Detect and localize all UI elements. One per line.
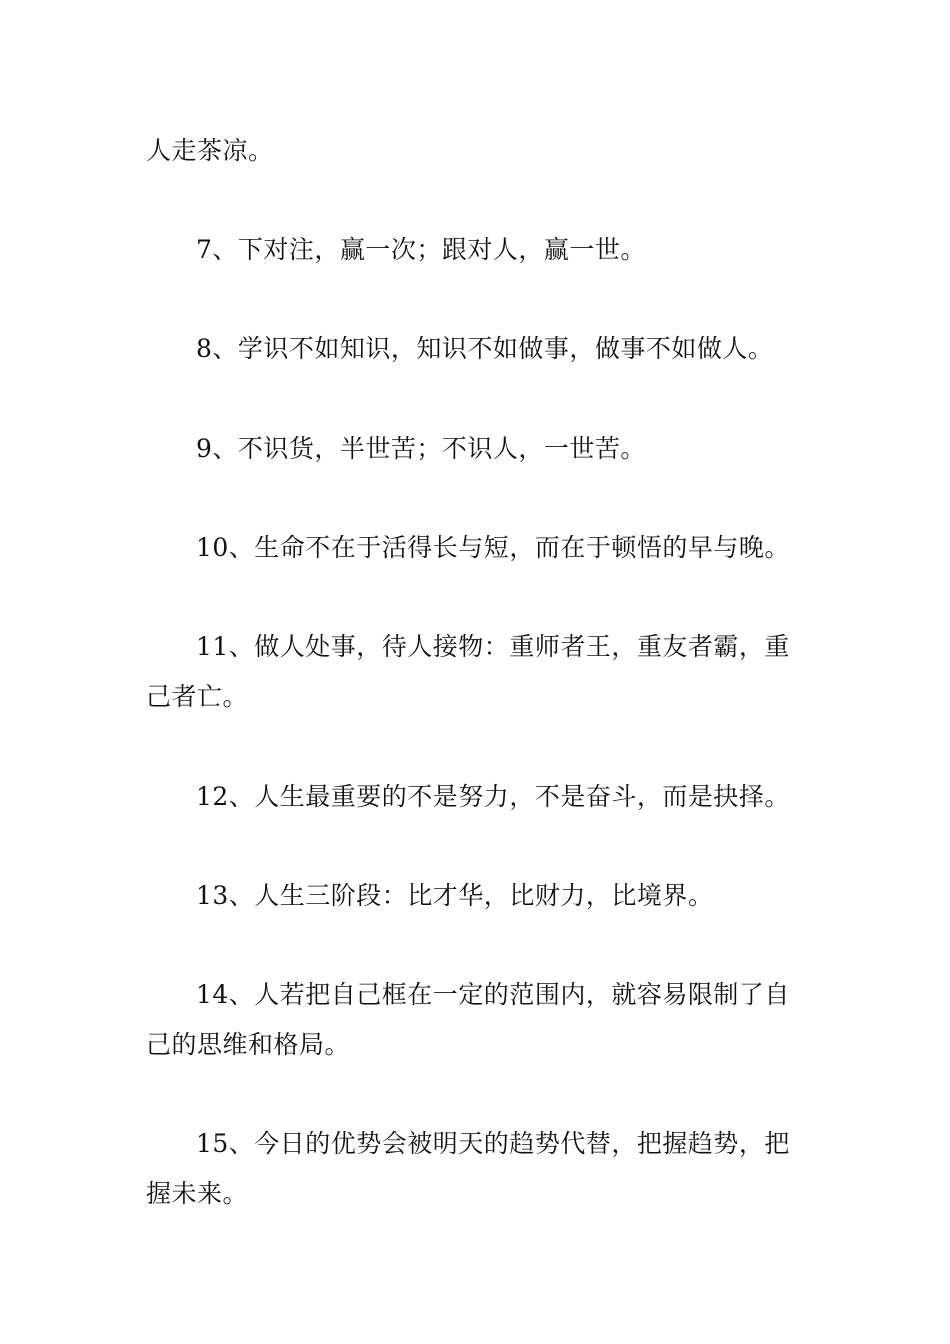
paragraph-item-7: 7、下对注，赢一次；跟对人，赢一世。: [196, 235, 646, 264]
paragraph-item-9: 9、不识货，半世苦；不识人，一世苦。: [196, 434, 646, 463]
paragraph-item-13: 13、人生三阶段：比才华，比财力，比境界。: [196, 881, 714, 910]
paragraph-item-8: 8、学识不如知识，知识不如做事，做事不如做人。: [196, 334, 774, 363]
paragraph-item-15: 15、今日的优势会被明天的趋势代替，把握趋势，把握未来。: [146, 1129, 790, 1208]
paragraph-item-10: 10、生命不在于活得长与短，而在于顿悟的早与晚。: [196, 533, 790, 562]
paragraph-continuation: 人走茶凉。: [146, 136, 274, 165]
paragraph-item-11: 11、做人处事，待人接物：重师者王，重友者霸，重己者亡。: [146, 632, 790, 711]
paragraph-item-14: 14、人若把自己框在一定的范围内，就容易限制了自己的思维和格局。: [146, 980, 790, 1059]
paragraph-item-12: 12、人生最重要的不是努力，不是奋斗，而是抉择。: [196, 782, 790, 811]
